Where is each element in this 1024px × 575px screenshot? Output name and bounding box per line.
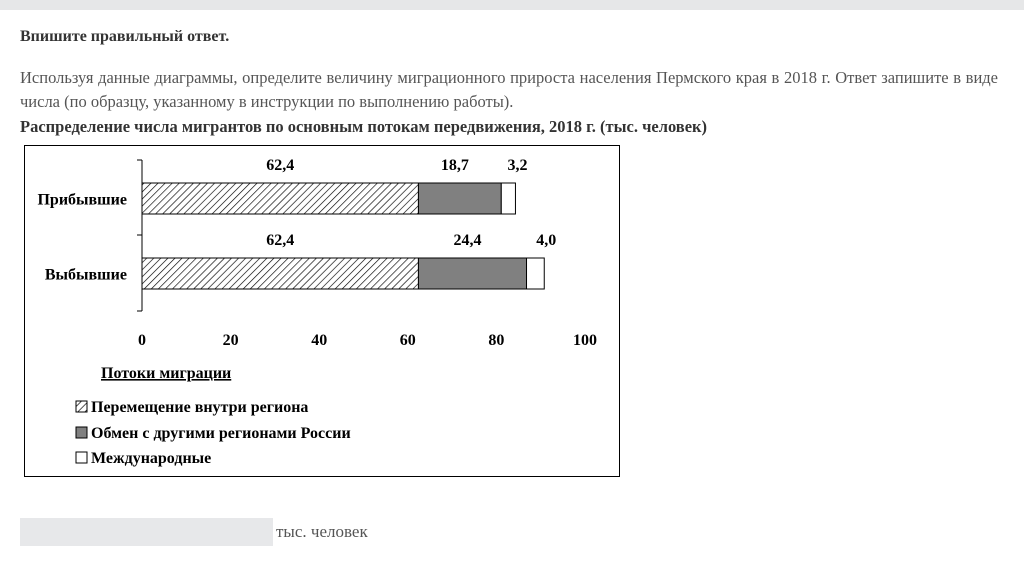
bar-segment — [501, 183, 515, 214]
legend-label: Обмен с другими регионами России — [91, 425, 351, 442]
x-tick-label: 40 — [311, 332, 328, 349]
legend-label: Международные — [91, 450, 212, 467]
data-label: 62,4 — [266, 157, 295, 174]
question-text: Используя данные диаграммы, определите величину миграционного прироста населения Пермского края в 2018 г. Ответ запишите в виде числа (по образцу, указанному в инструкции по выполнению работы). — [20, 68, 998, 111]
data-label: 4,0 — [536, 232, 557, 249]
x-axis-title: Потоки миграции — [101, 365, 232, 382]
bar-segment — [142, 258, 418, 289]
x-tick-label: 20 — [222, 332, 239, 349]
bar-segment — [142, 183, 418, 214]
legend-swatch — [76, 401, 87, 412]
category-label: Прибывшие — [37, 191, 127, 209]
x-tick-label: 80 — [488, 332, 505, 349]
migration-bar-chart — [25, 146, 619, 476]
data-label: 62,4 — [266, 232, 295, 249]
x-tick-label: 0 — [138, 332, 146, 349]
chart-frame — [24, 145, 620, 477]
answer-unit-label: тыс. человек — [276, 522, 368, 541]
legend-label: Перемещение внутри региона — [91, 399, 309, 416]
answer-input[interactable] — [20, 518, 273, 546]
legend-swatch — [76, 452, 87, 463]
bar-segment — [418, 258, 526, 289]
data-label: 24,4 — [453, 232, 482, 249]
data-label: 18,7 — [440, 157, 469, 174]
instruction-text: Впишите правильный ответ. — [20, 28, 230, 45]
chart-title: Распределение числа мигрантов по основным потокам передвижения, 2018 г. (тыс. человек) — [20, 117, 708, 136]
top-bar — [0, 0, 1024, 10]
bar-segment — [527, 258, 545, 289]
category-label: Выбывшие — [44, 266, 127, 284]
legend-swatch — [76, 427, 87, 438]
x-tick-label: 100 — [573, 332, 597, 349]
bar-segment — [418, 183, 501, 214]
data-label: 3,2 — [507, 157, 528, 174]
x-tick-label: 60 — [399, 332, 416, 349]
